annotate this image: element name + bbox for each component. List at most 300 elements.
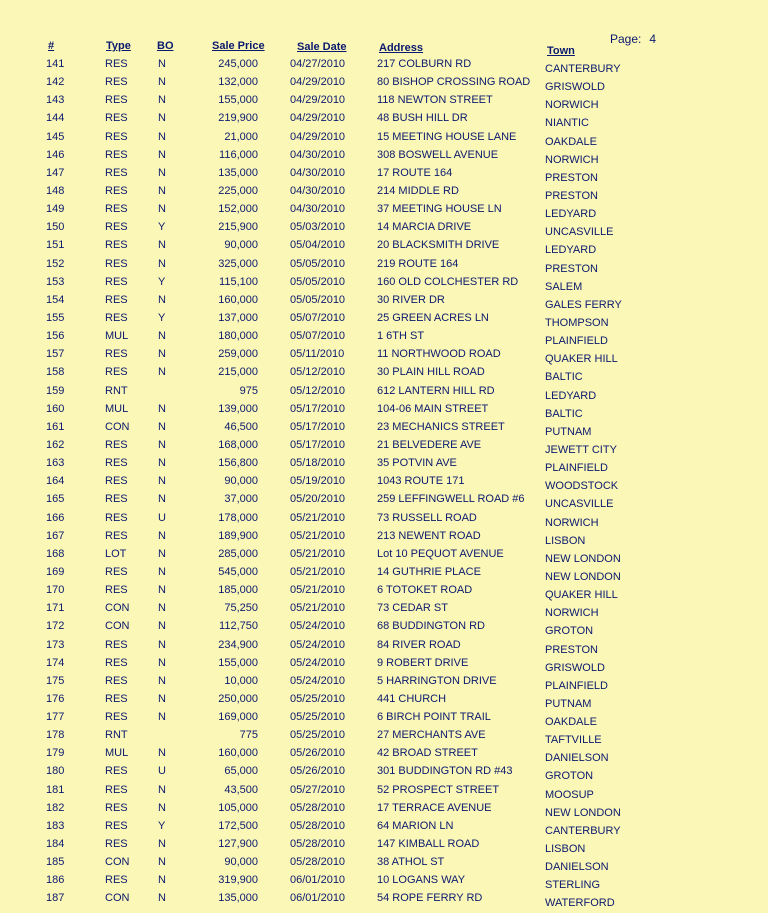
cell-address: 73 CEDAR ST [377, 602, 448, 615]
cell-town: PRESTON [545, 189, 598, 202]
cell-town: WOODSTOCK [545, 480, 619, 493]
cell-sale-price: 219,900 [218, 112, 258, 125]
cell-town: LEDYARD [545, 389, 597, 402]
cell-town: BALTIC [545, 407, 583, 420]
cell-number: 168 [46, 547, 65, 560]
cell-sale-price: 215,000 [218, 366, 258, 379]
table-row [0, 546, 768, 564]
cell-sale-date: 05/17/2010 [290, 438, 346, 451]
cell-town: NORWICH [545, 516, 599, 529]
cell-sale-date: 05/26/2010 [290, 747, 346, 760]
cell-address: 15 MEETING HOUSE LANE [377, 130, 517, 143]
cell-address: 20 BLACKSMITH DRIVE [377, 239, 500, 252]
cell-bo: N [158, 565, 166, 578]
cell-address: 38 ATHOL ST [377, 856, 445, 869]
cell-address: 14 MARCIA DRIVE [377, 221, 472, 234]
cell-sale-price: 178,000 [218, 511, 258, 524]
cell-address: 147 KIMBALL ROAD [377, 838, 480, 851]
cell-sale-price: 135,000 [218, 166, 258, 179]
cell-address: 6 BIRCH POINT TRAIL [377, 711, 491, 724]
cell-number: 163 [46, 457, 65, 470]
table-row [0, 872, 768, 890]
cell-bo: N [158, 293, 166, 306]
cell-address: Lot 10 PEQUOT AVENUE [377, 547, 504, 560]
cell-number: 152 [46, 257, 65, 270]
table-row [0, 582, 768, 600]
cell-sale-date: 05/07/2010 [290, 311, 346, 324]
cell-address: 1 6TH ST [377, 330, 425, 343]
cell-type: RES [105, 475, 128, 488]
cell-town: STERLING [545, 879, 601, 892]
cell-sale-price: 90,000 [224, 856, 258, 869]
cell-sale-price: 259,000 [218, 348, 258, 361]
cell-type: RNT [105, 384, 128, 397]
table-row [0, 818, 768, 836]
cell-address: 17 TERRACE AVENUE [377, 801, 492, 814]
table-row [0, 292, 768, 310]
cell-sale-date: 05/21/2010 [290, 565, 346, 578]
cell-number: 175 [46, 674, 65, 687]
table-row [0, 528, 768, 546]
cell-type: RES [105, 438, 128, 451]
table-row [0, 854, 768, 872]
table-row [0, 346, 768, 364]
cell-number: 158 [46, 366, 65, 379]
cell-address: 25 GREEN ACRES LN [377, 311, 489, 324]
cell-sale-date: 05/24/2010 [290, 674, 346, 687]
cell-sale-price: 245,000 [218, 58, 258, 70]
cell-number: 147 [46, 166, 65, 179]
cell-bo: N [158, 874, 166, 887]
table-row [0, 237, 768, 255]
cell-type: RES [105, 801, 128, 814]
cell-bo: Y [158, 819, 166, 832]
cell-number: 146 [46, 148, 65, 161]
cell-address: 104-06 MAIN STREET [377, 402, 489, 415]
cell-sale-date: 05/03/2010 [290, 221, 346, 234]
cell-type: RES [105, 239, 128, 252]
cell-address: 118 NEWTON STREET [377, 94, 493, 107]
cell-town: NORWICH [545, 153, 599, 166]
cell-number: 185 [46, 856, 65, 869]
cell-town: GROTON [545, 770, 594, 783]
cell-type: RES [105, 838, 128, 851]
cell-type: RES [105, 203, 128, 216]
cell-number: 157 [46, 348, 65, 361]
cell-sale-date: 05/12/2010 [290, 366, 346, 379]
table-row [0, 401, 768, 419]
cell-type: RES [105, 711, 128, 724]
cell-type: RES [105, 257, 128, 270]
cell-town: CANTERBURY [545, 824, 621, 837]
cell-bo: U [158, 511, 166, 524]
cell-sale-price: 189,900 [218, 529, 258, 542]
cell-sale-price: 169,000 [218, 711, 258, 724]
cell-bo: N [158, 330, 166, 343]
cell-bo: N [158, 783, 166, 796]
cell-address: 30 PLAIN HILL ROAD [377, 366, 485, 379]
cell-sale-date: 04/29/2010 [290, 94, 346, 107]
cell-sale-date: 05/24/2010 [290, 656, 346, 669]
column-header-type: Type [106, 40, 131, 52]
cell-bo: N [158, 457, 166, 470]
cell-sale-date: 05/21/2010 [290, 584, 346, 597]
cell-number: 177 [46, 711, 65, 724]
cell-sale-date: 05/05/2010 [290, 293, 346, 306]
cell-type: RES [105, 783, 128, 796]
cell-sale-date: 05/21/2010 [290, 602, 346, 615]
cell-address: 17 ROUTE 164 [377, 166, 453, 179]
cell-address: 84 RIVER ROAD [377, 638, 461, 651]
cell-bo: N [158, 58, 166, 70]
cell-number: 159 [46, 384, 65, 397]
cell-type: RES [105, 275, 128, 288]
cell-sale-price: 137,000 [218, 311, 258, 324]
cell-town: NIANTIC [545, 117, 589, 130]
cell-bo: N [158, 493, 166, 506]
cell-address: 219 ROUTE 164 [377, 257, 459, 270]
cell-sale-date: 05/21/2010 [290, 511, 346, 524]
cell-sale-price: 155,000 [218, 94, 258, 107]
cell-bo: U [158, 765, 166, 778]
cell-sale-date: 05/24/2010 [290, 638, 346, 651]
cell-number: 181 [46, 783, 65, 796]
cell-sale-date: 05/28/2010 [290, 801, 346, 814]
table-row [0, 219, 768, 237]
cell-address: 6 TOTOKET ROAD [377, 584, 473, 597]
cell-number: 176 [46, 692, 65, 705]
cell-sale-price: 46,500 [224, 420, 258, 433]
cell-sale-price: 180,000 [218, 330, 258, 343]
table-row [0, 800, 768, 818]
cell-sale-price: 132,000 [218, 76, 258, 89]
cell-type: CON [105, 420, 130, 433]
cell-number: 151 [46, 239, 65, 252]
cell-type: RNT [105, 729, 128, 742]
sales-table-body [0, 56, 768, 909]
cell-sale-date: 04/29/2010 [290, 76, 346, 89]
table-row [0, 147, 768, 165]
cell-address: 214 MIDDLE RD [377, 184, 459, 197]
cell-address: 301 BUDDINGTON RD #43 [377, 765, 513, 778]
cell-address: 11 NORTHWOOD ROAD [377, 348, 501, 361]
cell-number: 148 [46, 184, 65, 197]
cell-sale-date: 05/07/2010 [290, 330, 346, 343]
cell-number: 178 [46, 729, 65, 742]
cell-sale-date: 05/04/2010 [290, 239, 346, 252]
cell-bo: Y [158, 311, 166, 324]
cell-town: PUTNAM [545, 697, 592, 710]
cell-bo: N [158, 529, 166, 542]
cell-type: RES [105, 293, 128, 306]
cell-town: NORWICH [545, 99, 599, 112]
cell-number: 171 [46, 602, 65, 615]
cell-bo: N [158, 348, 166, 361]
cell-sale-date: 05/27/2010 [290, 783, 346, 796]
cell-address: 37 MEETING HOUSE LN [377, 203, 502, 216]
cell-address: 35 POTVIN AVE [377, 457, 457, 470]
cell-bo: N [158, 747, 166, 760]
cell-sale-date: 05/28/2010 [290, 838, 346, 851]
cell-sale-price: 10,000 [224, 674, 258, 687]
cell-address: 23 MECHANICS STREET [377, 420, 505, 433]
page-number: 4 [649, 32, 657, 46]
cell-number: 179 [46, 747, 65, 760]
cell-town: JEWETT CITY [545, 443, 617, 456]
table-row [0, 655, 768, 673]
table-row [0, 709, 768, 727]
cell-address: 1043 ROUTE 171 [377, 475, 465, 488]
table-row [0, 310, 768, 328]
table-row [0, 763, 768, 781]
cell-sale-price: 172,500 [218, 819, 258, 832]
cell-type: RES [105, 184, 128, 197]
cell-town: THOMPSON [545, 316, 609, 329]
cell-town: MOOSUP [545, 788, 594, 801]
cell-type: RES [105, 457, 128, 470]
cell-bo: N [158, 438, 166, 451]
cell-address: 30 RIVER DR [377, 293, 445, 306]
cell-address: 10 LOGANS WAY [377, 874, 466, 887]
cell-bo: N [158, 620, 166, 633]
cell-type: RES [105, 565, 128, 578]
cell-bo: N [158, 148, 166, 161]
cell-sale-date: 05/24/2010 [290, 620, 346, 633]
cell-bo: N [158, 184, 166, 197]
cell-bo: N [158, 801, 166, 814]
cell-sale-date: 05/18/2010 [290, 457, 346, 470]
cell-bo: N [158, 674, 166, 687]
cell-sale-date: 05/20/2010 [290, 493, 346, 506]
cell-address: 73 RUSSELL ROAD [377, 511, 477, 524]
cell-bo: N [158, 602, 166, 615]
cell-bo: N [158, 239, 166, 252]
cell-town: BALTIC [545, 371, 583, 384]
table-row [0, 727, 768, 745]
cell-sale-date: 05/25/2010 [290, 711, 346, 724]
cell-sale-date: 06/01/2010 [290, 874, 346, 887]
cell-town: UNCASVILLE [545, 226, 614, 239]
cell-number: 145 [46, 130, 65, 143]
cell-number: 183 [46, 819, 65, 832]
table-row [0, 328, 768, 346]
cell-address: 54 ROPE FERRY RD [377, 892, 483, 905]
cell-town: QUAKER HILL [545, 353, 618, 366]
cell-sale-price: 545,000 [218, 565, 258, 578]
table-row [0, 56, 768, 74]
table-row [0, 637, 768, 655]
cell-town: DANIELSON [545, 752, 609, 765]
cell-address: 14 GUTHRIE PLACE [377, 565, 481, 578]
table-row [0, 564, 768, 582]
table-row [0, 165, 768, 183]
cell-type: RES [105, 765, 128, 778]
cell-sale-date: 05/12/2010 [290, 384, 346, 397]
cell-number: 155 [46, 311, 65, 324]
cell-sale-price: 127,900 [218, 838, 258, 851]
table-row [0, 510, 768, 528]
cell-sale-date: 05/25/2010 [290, 729, 346, 742]
table-header [0, 40, 768, 56]
cell-type: MUL [105, 747, 129, 760]
cell-number: 164 [46, 475, 65, 488]
cell-bo: Y [158, 221, 166, 234]
cell-number: 142 [46, 76, 65, 89]
cell-sale-date: 05/28/2010 [290, 856, 346, 869]
table-row [0, 473, 768, 491]
cell-sale-price: 215,900 [218, 221, 258, 234]
cell-number: 182 [46, 801, 65, 814]
cell-number: 141 [46, 58, 65, 70]
cell-type: RES [105, 94, 128, 107]
cell-bo: N [158, 692, 166, 705]
cell-type: RES [105, 584, 128, 597]
cell-bo: N [158, 112, 166, 125]
cell-address: 308 BOSWELL AVENUE [377, 148, 499, 161]
cell-sale-date: 04/27/2010 [290, 58, 346, 70]
column-header-sale-date: Sale Date [297, 41, 347, 53]
cell-type: RES [105, 76, 128, 89]
cell-bo: N [158, 638, 166, 651]
table-row [0, 419, 768, 437]
cell-number: 154 [46, 293, 65, 306]
cell-bo: N [158, 402, 166, 415]
cell-sale-price: 90,000 [224, 475, 258, 488]
cell-sale-price: 115,100 [219, 275, 258, 288]
cell-number: 153 [46, 275, 65, 288]
cell-bo: N [158, 584, 166, 597]
cell-sale-price: 75,250 [224, 602, 258, 615]
cell-address: 80 BISHOP CROSSING ROAD [377, 76, 531, 89]
cell-town: PUTNAM [545, 425, 592, 438]
cell-town: GRISWOLD [545, 81, 605, 94]
cell-sale-date: 05/11/2010 [290, 348, 345, 361]
cell-type: RES [105, 221, 128, 234]
column-header-address: Address [379, 42, 424, 54]
cell-address: 27 MERCHANTS AVE [377, 729, 486, 742]
cell-address: 48 BUSH HILL DR [377, 112, 468, 125]
cell-address: 5 HARRINGTON DRIVE [377, 674, 497, 687]
cell-town: LISBON [545, 843, 586, 856]
cell-type: CON [105, 856, 130, 869]
column-header-bo: BO [157, 40, 174, 52]
cell-sale-price: 234,900 [218, 638, 258, 651]
cell-town: NEW LONDON [545, 552, 621, 565]
cell-sale-price: 139,000 [218, 402, 258, 415]
cell-type: RES [105, 166, 128, 179]
cell-type: RES [105, 819, 128, 832]
column-header-sale-price: Sale Price [212, 40, 265, 52]
table-row [0, 256, 768, 274]
cell-address: 217 COLBURN RD [377, 58, 472, 70]
cell-sale-date: 06/01/2010 [290, 892, 346, 905]
cell-sale-price: 225,000 [218, 184, 258, 197]
cell-number: 165 [46, 493, 65, 506]
table-row [0, 782, 768, 800]
cell-type: RES [105, 638, 128, 651]
table-row [0, 437, 768, 455]
cell-number: 162 [46, 438, 65, 451]
cell-town: GROTON [545, 625, 594, 638]
cell-sale-price: 152,000 [218, 203, 258, 216]
cell-town: CANTERBURY [545, 63, 621, 75]
cell-bo: N [158, 166, 166, 179]
cell-town: NORWICH [545, 607, 599, 620]
cell-address: 68 BUDDINGTON RD [377, 620, 485, 633]
cell-bo: N [158, 856, 166, 869]
cell-town: PRESTON [545, 171, 598, 184]
cell-sale-price: 112,750 [219, 620, 258, 633]
cell-type: RES [105, 148, 128, 161]
cell-type: RES [105, 511, 128, 524]
cell-number: 186 [46, 874, 65, 887]
cell-sale-price: 116,000 [219, 148, 258, 161]
table-row [0, 201, 768, 219]
cell-bo: N [158, 130, 166, 143]
table-row [0, 600, 768, 618]
cell-sale-price: 160,000 [218, 747, 258, 760]
table-row [0, 745, 768, 763]
cell-bo: N [158, 892, 166, 905]
cell-town: LISBON [545, 534, 586, 547]
cell-number: 187 [46, 892, 65, 905]
table-row [0, 74, 768, 92]
cell-town: TAFTVILLE [545, 734, 602, 747]
cell-type: RES [105, 692, 128, 705]
cell-town: PRESTON [545, 643, 598, 656]
cell-sale-date: 04/30/2010 [290, 166, 346, 179]
cell-bo: N [158, 257, 166, 270]
cell-number: 173 [46, 638, 65, 651]
cell-type: RES [105, 656, 128, 669]
cell-sale-price: 155,000 [218, 656, 258, 669]
cell-type: MUL [105, 330, 129, 343]
cell-sale-date: 05/21/2010 [290, 529, 346, 542]
cell-bo: N [158, 475, 166, 488]
cell-town: PRESTON [545, 262, 598, 275]
cell-number: 180 [46, 765, 65, 778]
cell-number: 172 [46, 620, 65, 633]
cell-address: 160 OLD COLCHESTER RD [377, 275, 519, 288]
cell-number: 170 [46, 584, 65, 597]
cell-town: NEW LONDON [545, 570, 621, 583]
cell-address: 42 BROAD STREET [377, 747, 478, 760]
cell-number: 150 [46, 221, 65, 234]
cell-sale-price: 135,000 [218, 892, 258, 905]
cell-sale-price: 250,000 [218, 692, 258, 705]
cell-bo: N [158, 656, 166, 669]
cell-type: LOT [105, 547, 127, 560]
cell-town: SALEM [545, 280, 583, 293]
cell-number: 144 [46, 112, 65, 125]
cell-sale-price: 160,000 [218, 293, 258, 306]
cell-number: 160 [46, 402, 65, 415]
cell-sale-price: 90,000 [224, 239, 258, 252]
cell-number: 167 [46, 529, 65, 542]
table-row [0, 383, 768, 401]
cell-town: QUAKER HILL [545, 589, 618, 602]
cell-type: RES [105, 58, 128, 70]
cell-sale-date: 05/26/2010 [290, 765, 346, 778]
cell-town: LEDYARD [545, 244, 597, 257]
cell-address: 52 PROSPECT STREET [377, 783, 500, 796]
cell-type: RES [105, 311, 128, 324]
cell-sale-date: 05/05/2010 [290, 275, 346, 288]
cell-type: MUL [105, 402, 129, 415]
table-row [0, 455, 768, 473]
cell-type: RES [105, 493, 128, 506]
cell-bo: N [158, 203, 166, 216]
